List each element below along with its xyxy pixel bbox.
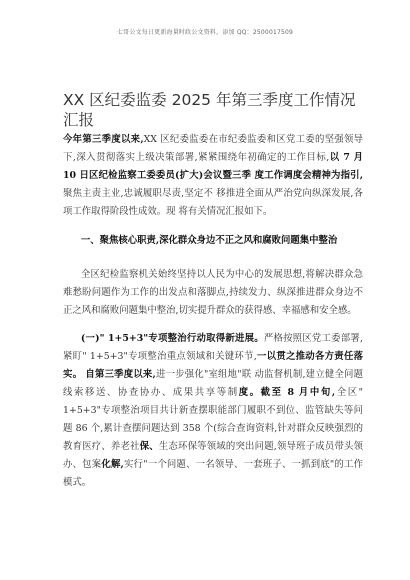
- sub1-bold-3: 度。截至 8 月中旬,: [238, 387, 336, 398]
- section-1-paragraph: 全区纪检监察机关始终坚持以人民为中心的发展思想,将解决群众急难愁盼问题作为工作的出发点和落脚点,持续发力、纵深推进群众身边不正之风和腐败问题集中整治,切实提升群众的获得感、幸福感和安全感。: [63, 269, 363, 316]
- sub1-text-1: 严格按照区党工委部署,紧盯" 1+5+3"专项整治重点领域和关键环节,: [63, 333, 363, 362]
- intro-bold-1: 以 7 月 10 日区纪检监察工委委员(扩大)会议暨三季 度工作调度会精神为指引,: [63, 152, 363, 181]
- sub1-bold-4: 保、: [139, 441, 159, 452]
- section-heading-1: 一、聚焦核心职责,深化群众身边不正之风和腐败问题集中整治: [80, 235, 338, 246]
- sub1-text-5: 生态环保等领域的突出问题,领导班子成员带头领办、包案: [63, 441, 363, 470]
- watermark-text: 七哥公文每日更新海量时政公文资料，添加 QQ：2500017509: [116, 29, 294, 36]
- sub1-bold-1: 一以贯之推动各方责任落实。: [63, 351, 363, 380]
- intro-text-1: XX 区纪委监委在市纪委监委和区党工委的坚强领导下,深入贯彻落实上级决策部署,紧紧围绕年初确定的工作目标,: [63, 134, 363, 163]
- intro-lead: 今年第三季度以来,: [63, 134, 144, 145]
- sub1-text-3: 全区" 1+5+3"专项整治项目共计新查摆职能部门履职不到位、监管缺失等问题 86 个,累计查摆问题达到 358 个(综合查询资料,: [63, 387, 363, 434]
- intro-paragraph: [63, 131, 363, 221]
- document-title: XX 区纪委监委 2025 年第三季度工作情况汇报: [63, 91, 356, 129]
- sub1-text-2: 进一步强化"室组地"联 动监督机制,建立健全问题线索移送、协查协办、成果共享等制: [63, 369, 363, 398]
- subsection-1-paragraph: [63, 330, 363, 492]
- intro-text-2: 聚焦主责主业,忠诚履职尽责,坚定不 移推进全面从严治党向纵深发展,各项工作取得阶段性成效。现 将有关情况汇报如下。: [63, 188, 363, 217]
- sub1-text-4: 针对群众反映强烈的教育医疗、养老社: [63, 423, 363, 452]
- sub1-bold-2: 自第三季度以来,: [85, 369, 156, 380]
- subsection-1-heading: (一)" 1+5+3"专项整治行动取得新进展。: [80, 333, 264, 344]
- sub1-text-6: 实行"一个问题、一名领导、一套班子、一抓到底"的工作模式。: [63, 459, 363, 488]
- sub1-bold-5: 化解,: [101, 459, 124, 470]
